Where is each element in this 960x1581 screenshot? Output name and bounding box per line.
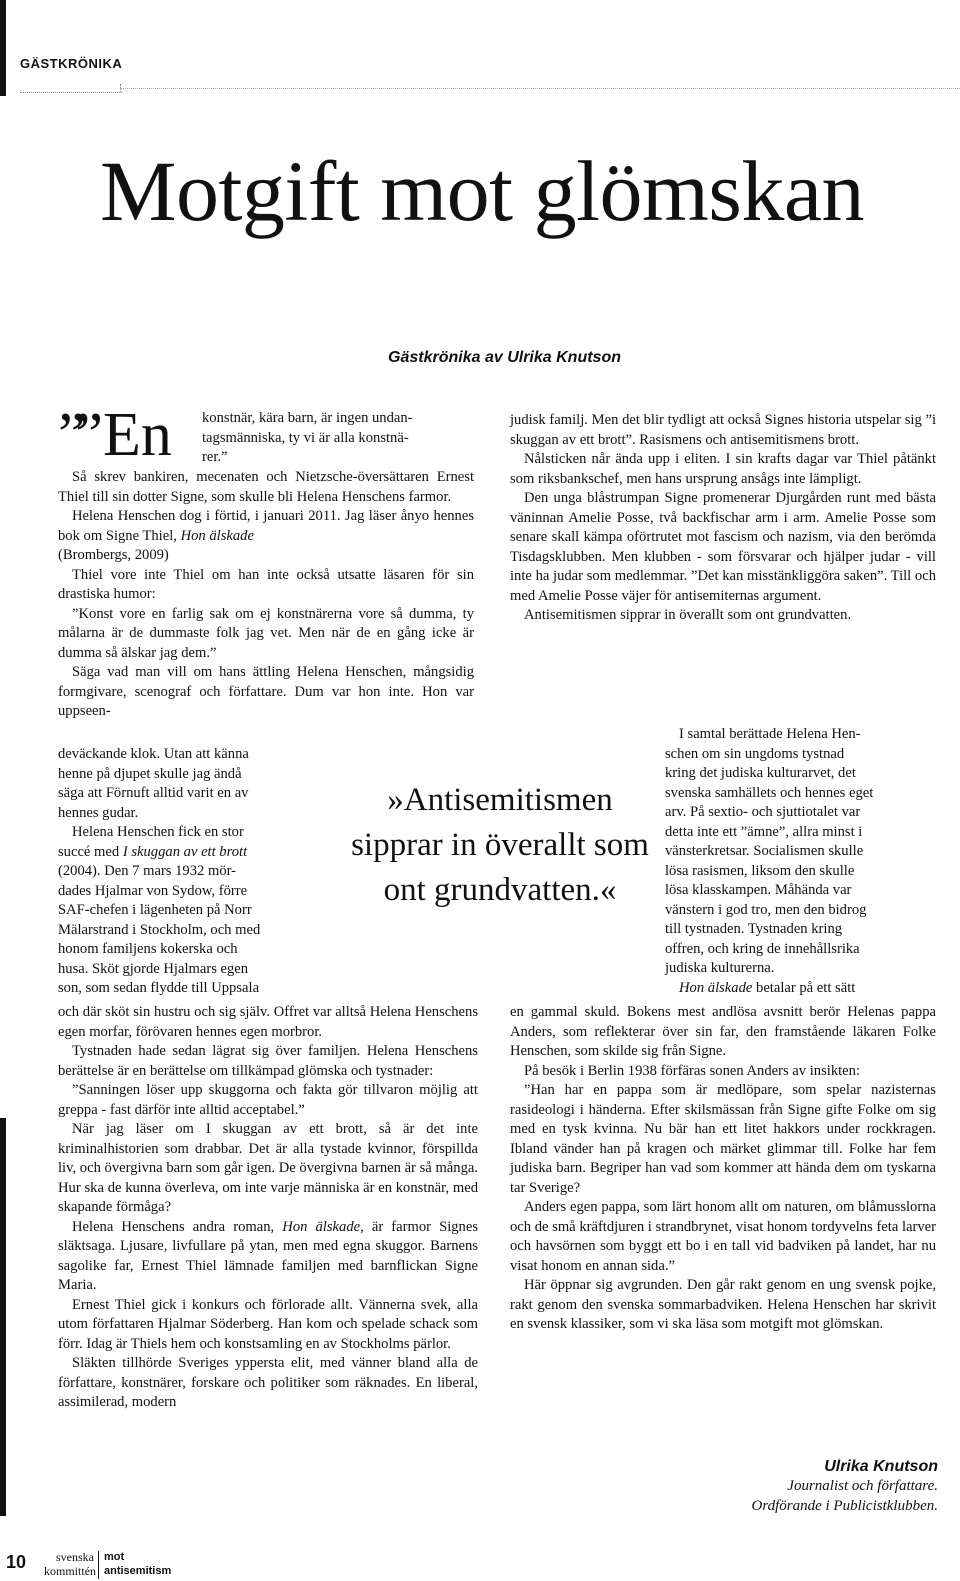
text-line-part: betalar på ett sätt (756, 979, 856, 996)
paragraph: På besök i Berlin 1938 förfäras sonen Anders av insikten: (524, 1062, 860, 1079)
paragraph: Släkten tillhörde Sveriges yppersta elit, med vänner bland alla de författare, konstnärer, forskare och politiker som räknades. En liberal, assimilerad, modern (58, 1355, 478, 1410)
text-line: detta inte ett ”ämne”, allra minst i (665, 823, 863, 840)
text-line: son, som sedan flydde till Uppsala (58, 980, 260, 996)
paragraph: Här öppnar sig avgrunden. Den går rakt genom en ung svensk pojke, rakt genom den svenska sommarbadviken. Helena Henschen har skrivit en svensk klassiker, som vi ska läsa som motgift mot glömskan. (510, 1277, 936, 1332)
book-title: Hon älskade (282, 1218, 361, 1235)
text-line: lösa rasismen, liksom den skulle (665, 862, 855, 879)
paragraph: en gammal skuld. Bokens mest andlösa avsnitt berör Helenas pappa Anders, som reflekterar över sin far, den framstående läkaren Folke Henschen, som skilde sig från Signe. (510, 1004, 936, 1059)
article-title: Motgift mot glömskan (100, 143, 864, 239)
text-line: Mälarstrand i Stockholm, och med (58, 921, 261, 938)
logo-word: kommittén (44, 1564, 96, 1578)
paragraph: Anders egen pappa, som lärt honom allt om naturen, om blåmusslorna och de små kräftdjuren i strandbrynet, visat honom tordyvelns feta larver och havsörnen som byggt ett bo i en tall vid badviken på landet, har nu visat honom en annan sida.” (510, 1199, 936, 1274)
paragraph (58, 507, 474, 546)
drop-cap-quote: ”” (58, 401, 94, 469)
author-role: Journalist och författare. (787, 1478, 938, 1494)
left-margin-bar-bottom (0, 1118, 6, 1516)
article-column-1-lower (58, 1003, 478, 1413)
text-line: till tystnaden. Tystnaden kring (665, 921, 843, 937)
text-line: arv. På sextio- och sjuttiotalet var (665, 804, 861, 820)
text-line: dades Hjalmar von Sydow, förre (58, 882, 248, 899)
left-margin-bar-top (0, 0, 6, 96)
author-affiliation: Ordförande i Publicistklubben. (751, 1498, 938, 1514)
article-column-1-body (58, 468, 474, 722)
paragraph: judisk familj. Men det blir tydligt att också Signes historia utspelar sig ”i skuggan av ett brott”. Rasismens och antisemitismens brott. (510, 412, 936, 448)
section-label: GÄSTKRÖNIKA (20, 56, 123, 71)
text-line (58, 843, 318, 863)
pull-quote: »Antisemitismen sipprar in överallt som ont grundvatten.« (351, 782, 649, 908)
quote-paragraph: ”Han har en pappa som är medlöpare, som spelar nazisternas rasideologi i händerna. Efter skilsmässan från Signe gifte Folke om sig med en tysk kvinna. Nu bär han ett litet hakkors under rockkragen. Ibland vänder han på kragen och märket glimmar till. Folke har fem judiska barn. Begriper han vad som kommer att hända dem om tyskarna tar Sverige? (510, 1082, 936, 1196)
paragraph (58, 1218, 478, 1296)
text-line: (2004). Den 7 mars 1932 mör- (58, 863, 237, 879)
author-signature: Ulrika Knutson (824, 1458, 938, 1475)
text-line: svenska samhällets och hennes eget (665, 784, 874, 801)
book-title: I skuggan av ett brott (122, 843, 248, 860)
text-line: judiska kulturerna. (665, 960, 775, 976)
intro-line: tagsmänniska, ty vi är alla konstnä- (202, 429, 409, 446)
book-title: Hon älskade (679, 979, 753, 996)
text-line: hennes gudar. (58, 804, 139, 821)
paragraph-text: Helena Henschen dog i förtid, i januari 2011. Jag läser ånyo hennes bok om Signe Thiel, (58, 508, 474, 544)
header-rule-right (120, 88, 960, 89)
logo-word: mot (104, 1551, 125, 1563)
article-column-2-lower (510, 1003, 936, 1335)
logo-text-right (104, 1550, 171, 1578)
logo-divider (98, 1551, 99, 1579)
logo-word: svenska (56, 1550, 94, 1564)
text-line: henne på djupet skulle jag ändå (58, 765, 242, 782)
article-column-1-narrow (58, 745, 318, 999)
text-line: offren, och kring de innehållsrika (665, 940, 860, 957)
paragraph: Säga vad man vill om hans ättling Helena Henschen, mångsidig formgivare, scenograf och författare. Dum var hon inte. Hon var uppseen- (58, 664, 474, 719)
paragraph: (Brombergs, 2009) (58, 547, 169, 563)
text-line: deväckande klok. Utan att känna (58, 746, 249, 762)
paragraph: Nålsticken når ända upp i eliten. I sin krafts dagar var Thiel påtänkt som riksbankschef, men hans ursprung ansågs inte lämpligt. (510, 451, 936, 487)
paragraph: Tystnaden hade sedan lägrat sig över familjen. Helena Henschens berättelse är en berättelse om tillkämpad glömska och tystnader: (58, 1043, 478, 1079)
article-column-1 (202, 409, 474, 468)
text-line: schen om sin ungdoms tystnad (665, 745, 845, 762)
quote-paragraph: ”Konst vore en farlig sak om ej konstnärerna vore så dumma, ty målarna är de dummaste folk jag vet. Men när de en gång icke är dumma så älskar jag dem.” (58, 605, 474, 661)
text-line: honom familjens kokerska och (58, 941, 238, 957)
header-rule-left (20, 92, 122, 93)
page-number: 10 (6, 1552, 27, 1572)
article-column-2-narrow (665, 725, 939, 998)
text-line: Helena Henschen fick en stor (72, 824, 244, 840)
book-title: Hon älskade (180, 527, 254, 544)
text-line: I samtal berättade Helena Hen- (679, 726, 861, 742)
paragraph: och där sköt sin hustru och sig själv. Offret var alltså Helena Henschens egen morfar, förövaren hennes egen morbror. (58, 1004, 478, 1040)
paragraph: När jag läser om I skuggan av ett brott, så är det inte kriminalhistorien som drabbar. Det är alla tystade kvinnor, förspillda liv, och övergivna barn som går igen. De övergivna barnen är så många. Hur ska de kunna överleva, om inte varje människa är en konstnär, med skapande förmåga? (58, 1121, 478, 1215)
text-line: vänsterkretsar. Socialismen skulle (665, 843, 864, 859)
intro-line: rer.” (202, 449, 228, 465)
paragraph: Ernest Thiel gick i konkurs och förlorade allt. Vännerna svek, alla utom författaren Hjalmar Söderberg. Han kom och spelade schack som förr. Idag är Thiels hem och konstsamling en av Stockholms pärlor. (58, 1296, 478, 1352)
drop-cap-word: En (103, 401, 172, 469)
paragraph-text: , är farmor Signes släktsaga. Ljusare, livfullare på ytan, men med egna skuggor. Barnens sagolike far, Ernest Thiel lämnade familjen med barnflickan Signe Maria. (58, 1218, 478, 1293)
text-line: kring det judiska kulturarvet, det (665, 765, 856, 781)
text-line: SAF-chefen i lägenheten på Norr (58, 902, 252, 918)
quote-paragraph: ”Sanningen löser upp skuggorna och fakta gör tillvaron möjlig att greppa - fast därför inte alltid acceptabel.” (58, 1082, 478, 1118)
drop-cap (58, 401, 172, 469)
article-column-2 (510, 411, 936, 626)
logo-word: antisemitism (104, 1565, 172, 1577)
logo-text-left (44, 1550, 94, 1578)
text-line: husa. Sköt gjorde Hjalmars egen (58, 960, 249, 977)
paragraph: Den unga blåstrumpan Signe promenerar Djurgården runt med bästa väninnan Amelie Posse, två backfischar arm i arm. Amelie Posse som senare skall kämpa oförtrutet mot fascism och nazism, via den berömda Tisdagsklubben. Men klubben - som försvarar och hjälper judar - vill inte ha judar som medlemmar. ”Det kan misstänkliggöra saken”. Till och med Amelie Posse väjer för antisemiternas argument. (510, 490, 936, 604)
paragraph-text: Helena Henschens andra roman, (72, 1218, 275, 1235)
intro-line: konstnär, kära barn, är ingen undan- (202, 410, 413, 426)
paragraph: Thiel vore inte Thiel om han inte också utsatte läsaren för sin drastiska humor: (58, 566, 474, 602)
paragraph: Så skrev bankiren, mecenaten och Nietzsche-översättaren Ernest Thiel till sin dotter Signe, som skulle bli Helena Henschens farmor. (58, 469, 474, 505)
text-line: vänstern i god tro, men den bidrog (665, 901, 867, 918)
paragraph: Antisemitismen sipprar in överallt som ont grundvatten. (524, 607, 852, 623)
text-line: lösa klasskampen. Måhända var (665, 882, 852, 898)
text-line (665, 979, 939, 999)
text-line: säga att Förnuft alltid varit en av (58, 785, 249, 801)
article-byline: Gästkrönika av Ulrika Knutson (388, 349, 621, 366)
text-line-part: succé med (58, 843, 120, 860)
